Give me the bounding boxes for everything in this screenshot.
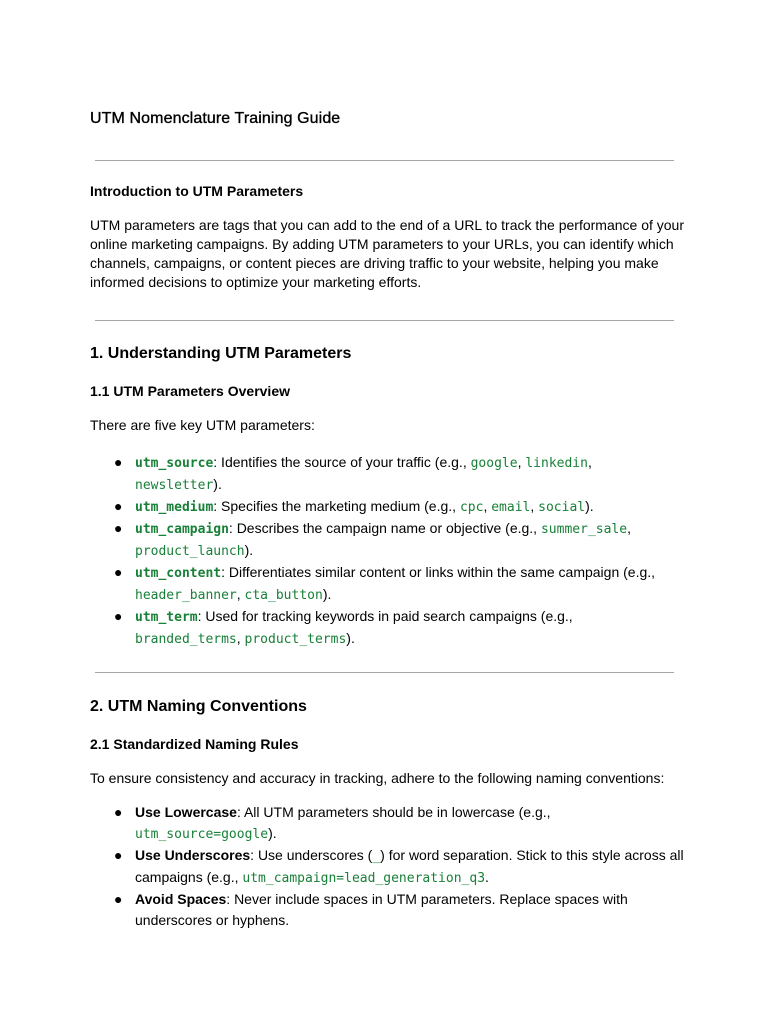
bullet-icon: ●: [114, 847, 123, 863]
list-item: [90, 606, 690, 650]
list-item: [90, 889, 690, 931]
rule-text: campaigns (e.g.,: [135, 869, 243, 885]
document-title: UTM Nomenclature Training Guide: [90, 110, 341, 127]
rule-text: underscores or hyphens.: [135, 912, 290, 928]
list-item: [90, 562, 690, 606]
rule-text: : Use underscores (: [250, 847, 373, 863]
closing-text: ).: [346, 630, 355, 646]
example-value: cta_button: [244, 588, 323, 603]
separator: ,: [483, 498, 492, 514]
param-desc: : Used for tracking keywords in paid search campaigns (e.g.,: [197, 608, 573, 624]
section-2-heading: 2. UTM Naming Conventions: [90, 698, 307, 715]
intro-line: UTM parameters are tags that you can add to the end of a URL to track the performance of your: [90, 217, 685, 233]
list-item: [90, 518, 690, 562]
rule-text: : Never include spaces in UTM parameters. Replace spaces with: [226, 891, 628, 907]
param-desc: : Specifies the marketing medium (e.g.,: [213, 498, 460, 514]
param-desc: : Describes the campaign name or objective (e.g.,: [228, 520, 541, 536]
separator: ,: [627, 520, 631, 536]
divider: [95, 320, 674, 321]
section-2-lead: To ensure consistency and accuracy in tracking, adhere to the following naming conventions:: [90, 770, 665, 786]
bullet-icon: ●: [114, 564, 123, 580]
separator: ,: [517, 454, 526, 470]
intro-line: channels, campaigns, or content pieces are driving traffic to your website, helping you make: [90, 255, 659, 271]
intro-line: online marketing campaigns. By adding UTM parameters to your URLs, you can identify which: [90, 236, 674, 252]
bullet-icon: ●: [114, 498, 123, 514]
intro-heading: Introduction to UTM Parameters: [90, 183, 304, 199]
closing-text: ).: [585, 498, 594, 514]
example-value: product_terms: [244, 632, 347, 647]
separator: ,: [530, 498, 539, 514]
bullet-icon: ●: [114, 520, 123, 536]
bullet-icon: ●: [114, 804, 123, 820]
intro-line: informed decisions to optimize your marketing efforts.: [90, 274, 422, 290]
rule-text: : All UTM parameters should be in lowercase (e.g.,: [236, 804, 551, 820]
bullet-icon: ●: [114, 608, 123, 624]
param-desc: : Differentiates similar content or links within the same campaign (e.g.,: [221, 564, 656, 580]
example-value: header_banner: [135, 588, 237, 603]
separator: ,: [587, 454, 592, 470]
example-value: branded_terms: [135, 632, 237, 647]
rule-label: Use Lowercase: [135, 804, 237, 820]
divider: [95, 672, 674, 673]
section-1-heading: 1. Understanding UTM Parameters: [90, 345, 352, 362]
list-item: [90, 452, 690, 496]
example-value: google: [470, 456, 518, 471]
rule-label: Avoid Spaces: [135, 891, 227, 907]
example-value: newsletter: [135, 478, 214, 493]
param-name: utm_medium: [135, 500, 214, 515]
example-value: email: [491, 500, 531, 515]
param-name: utm_source: [135, 456, 214, 471]
closing-text: ).: [322, 586, 332, 602]
example-value: _: [372, 849, 381, 864]
rule-text: ) for word separation. Stick to this style across all: [380, 847, 684, 863]
closing-text: ).: [268, 825, 277, 841]
bullet-icon: ●: [114, 891, 123, 907]
example-value: cpc: [459, 500, 484, 515]
separator: ,: [236, 586, 245, 602]
param-name: utm_content: [135, 566, 222, 581]
example-value: product_launch: [135, 544, 245, 559]
section-2-1-heading: 2.1 Standardized Naming Rules: [90, 736, 299, 752]
param-desc: : Identifies the source of your traffic (e.g.,: [213, 454, 471, 470]
list-item: [90, 845, 690, 889]
closing-text: ).: [244, 542, 254, 558]
param-name: utm_campaign: [135, 522, 229, 537]
example-value: utm_source=google: [135, 827, 269, 842]
example-value: social: [538, 500, 586, 515]
section-1-lead: There are five key UTM parameters:: [90, 417, 315, 433]
list-item: [90, 802, 690, 845]
naming-rules-list: [90, 802, 690, 931]
rule-label: Use Underscores: [135, 847, 251, 863]
list-item: [90, 496, 690, 518]
example-value: linkedin: [525, 456, 588, 471]
closing-text: .: [485, 869, 489, 885]
section-1-1-heading: 1.1 UTM Parameters Overview: [90, 383, 290, 399]
closing-text: ).: [213, 476, 222, 492]
separator: ,: [236, 630, 245, 646]
example-value: utm_campaign=lead_generation_q3: [242, 871, 486, 886]
param-name: utm_term: [135, 610, 198, 625]
bullet-icon: ●: [114, 454, 123, 470]
example-value: summer_sale: [540, 522, 628, 537]
utm-parameter-list: [90, 452, 690, 650]
intro-paragraph: [90, 216, 690, 292]
divider: [95, 160, 674, 161]
